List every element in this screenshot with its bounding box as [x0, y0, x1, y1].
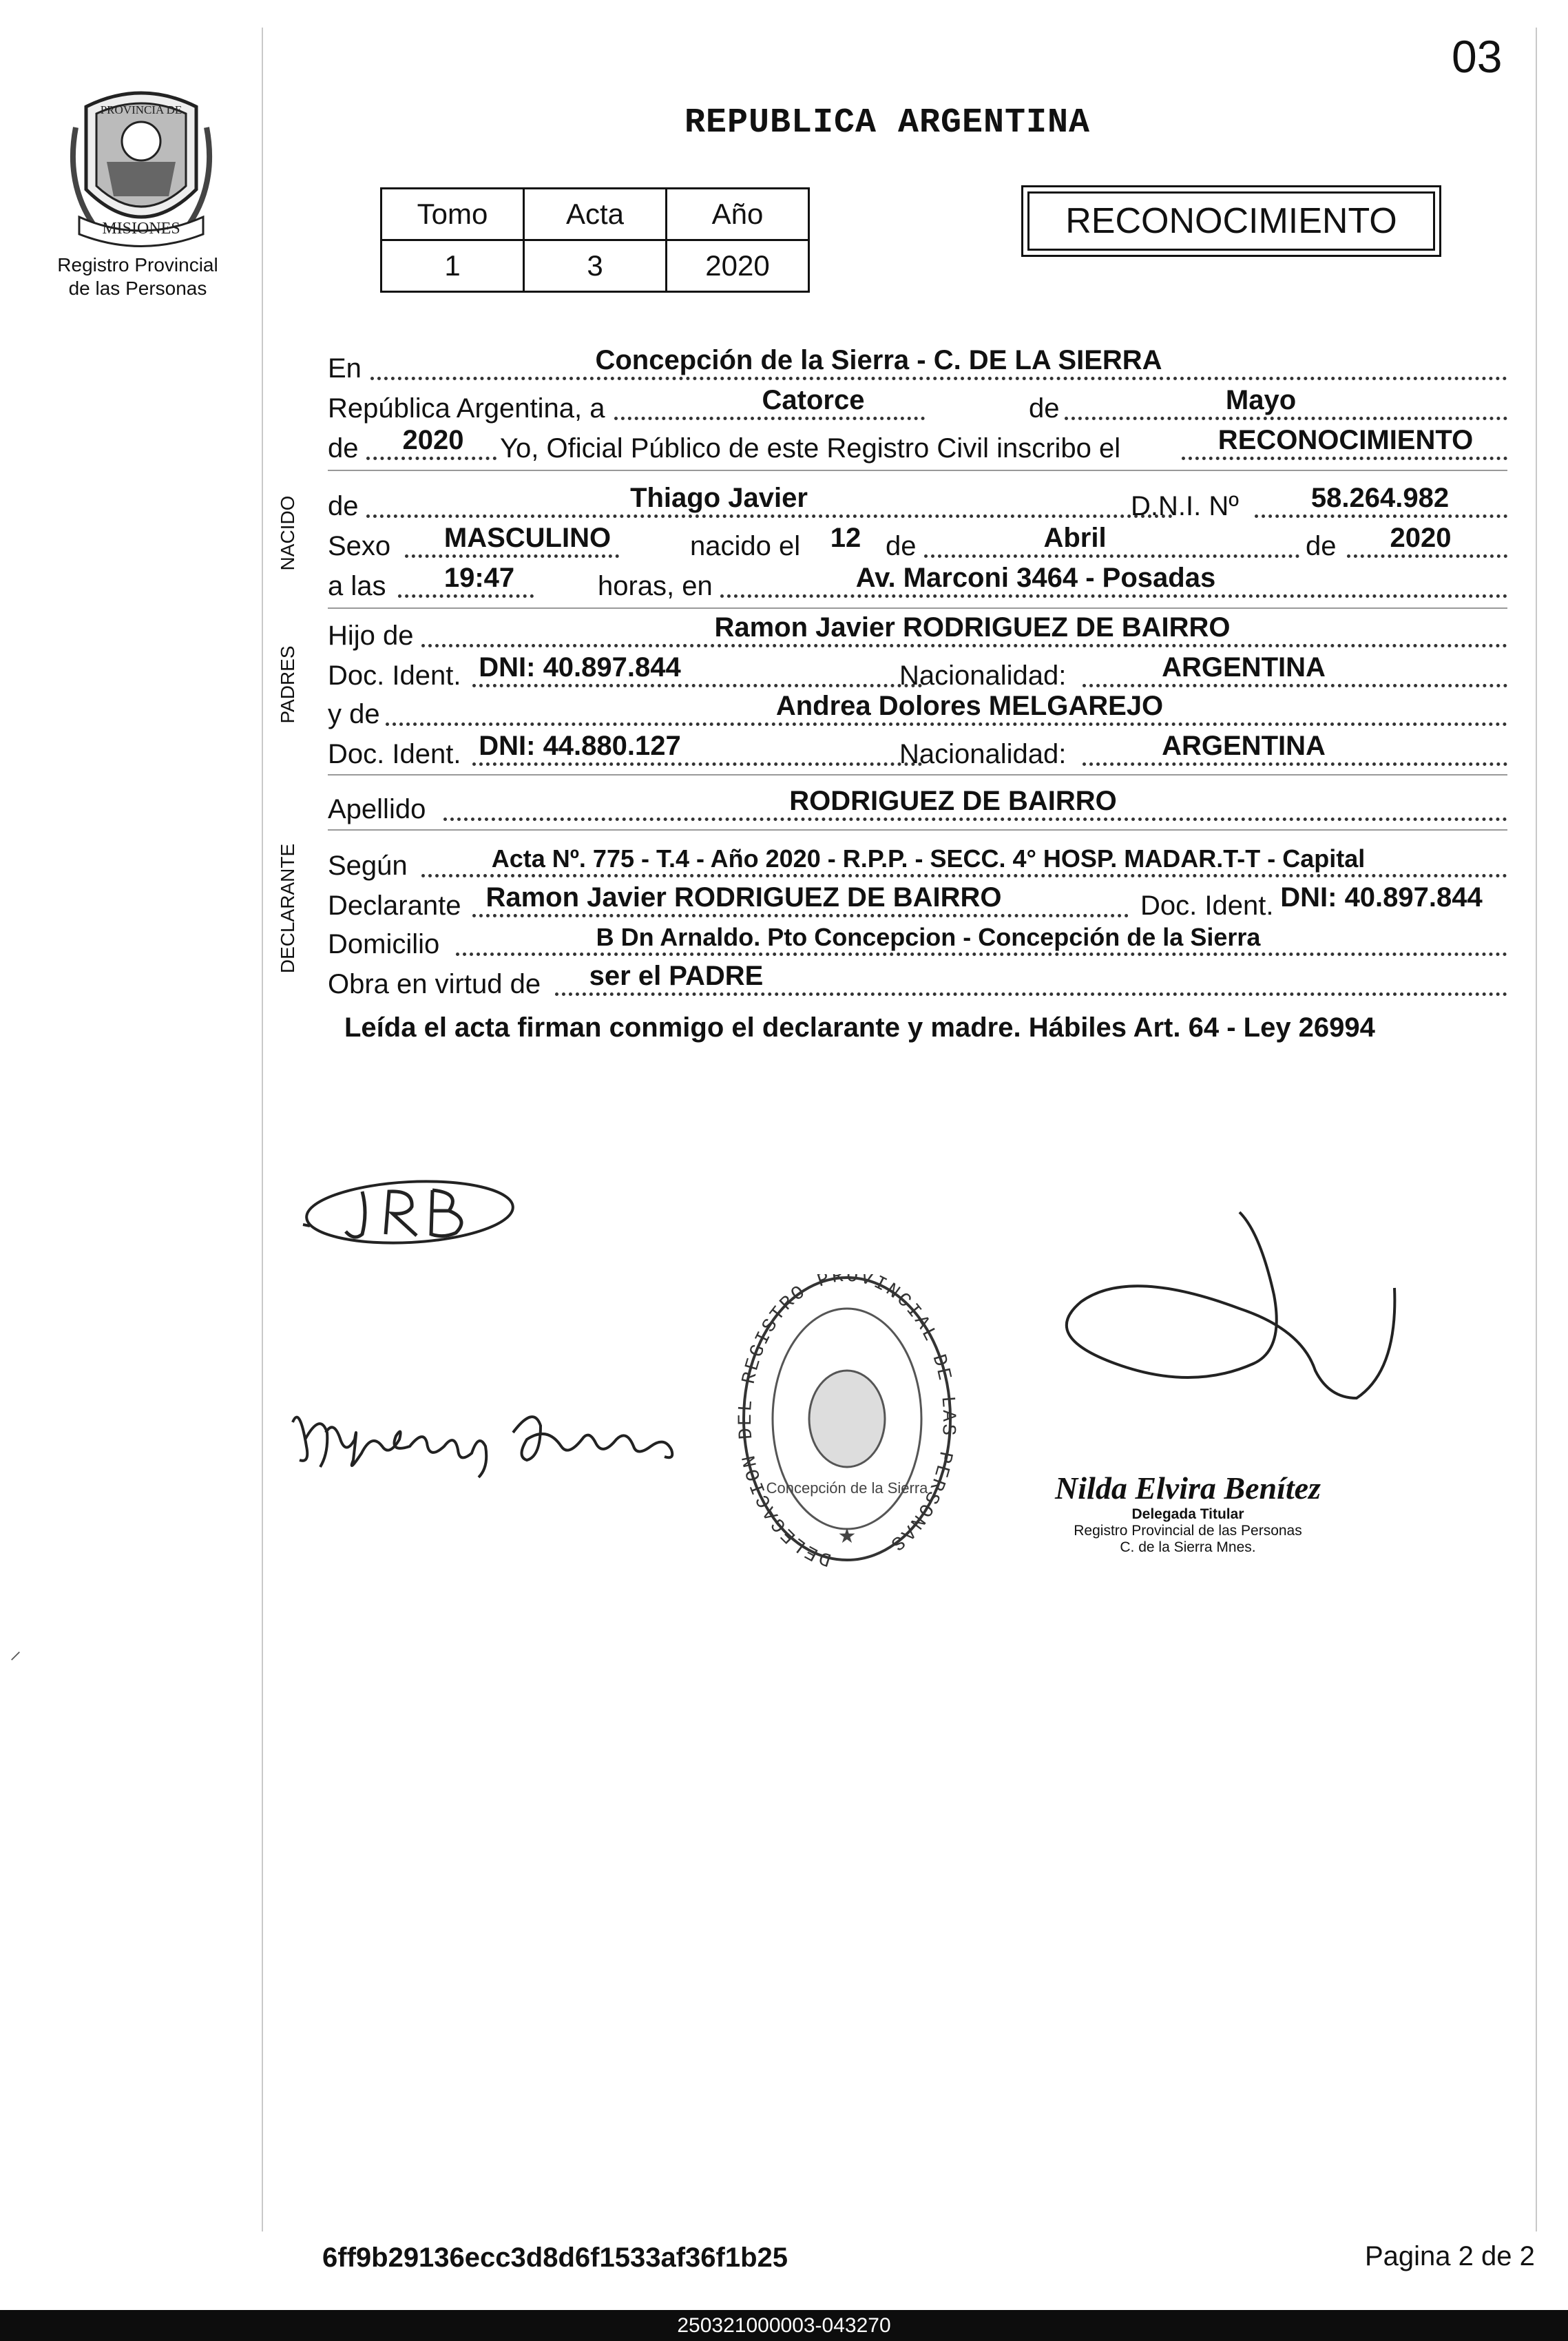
label-doc-mother: Doc. Ident. — [328, 739, 461, 769]
label-de: de — [1029, 393, 1060, 424]
value-child-name: Thiago Javier — [630, 483, 808, 513]
value-obra: ser el PADRE — [589, 961, 764, 991]
label-sexo: Sexo — [328, 531, 391, 561]
barcode-footer: 250321000003-043270 — [0, 2310, 1568, 2341]
right-rule — [1536, 28, 1537, 2231]
label-nacido-el: nacido el — [690, 531, 801, 561]
label-nacionalidad-mother: Nacionalidad: — [899, 739, 1067, 769]
officer-signature-block — [1026, 1470, 1350, 1556]
value-father-name: Ramon Javier RODRIGUEZ DE BAIRRO — [714, 612, 1231, 643]
table-value-acta: 3 — [524, 240, 667, 292]
officer-name: Nilda Elvira Benítez — [1055, 1470, 1321, 1506]
value-year: 2020 — [402, 425, 464, 455]
value-mother-doc: DNI: 44.880.127 — [479, 731, 681, 761]
officer-office: Registro Provincial de las Personas — [1074, 1523, 1302, 1539]
label-nacionalidad-father: Nacionalidad: — [899, 660, 1067, 691]
value-father-nationality: ARGENTINA — [1162, 652, 1326, 683]
value-sex: MASCULINO — [443, 523, 611, 553]
label-apellido: Apellido — [328, 794, 426, 824]
field-row-mother — [328, 690, 1507, 730]
value-child-dni: 58.264.982 — [1310, 483, 1450, 513]
field-row-surname — [328, 785, 1507, 825]
page-indicator: Pagina 2 de 2 — [1365, 2241, 1535, 2271]
value-domicilio: B Dn Arnaldo. Pto Concepcion - Concepción de la Sierra — [596, 923, 1261, 951]
value-act-type: RECONOCIMIENTO — [1217, 425, 1474, 455]
label-a-las: a las — [328, 571, 386, 601]
document-hash: 6ff9b29136ecc3d8d6f1533af36f1b25 — [322, 2243, 788, 2273]
label-de-year: de — [328, 433, 359, 464]
svg-text:MISIONES: MISIONES — [102, 220, 180, 238]
value-segun: Acta Nº. 775 - T.4 - Año 2020 - R.P.P. - SECC. 4° HOSP. MADAR.T-T - Capital — [491, 844, 1366, 873]
svg-text:PROVINCIA DE: PROVINCIA DE — [100, 103, 182, 116]
value-surname: RODRIGUEZ DE BAIRRO — [789, 786, 1117, 816]
officer-signature — [1012, 1192, 1425, 1484]
registry-name-line2: de las Personas — [68, 278, 207, 299]
registry-name — [41, 253, 234, 300]
value-month: Mayo — [1225, 385, 1297, 415]
value-day: Catorce — [762, 385, 865, 415]
document-type-box: RECONOCIMIENTO — [1027, 191, 1435, 251]
value-birth-month: Abril — [1043, 523, 1107, 553]
section-divider — [328, 607, 1507, 609]
label-de-birth-year: de — [1306, 531, 1337, 561]
value-mother-nationality: ARGENTINA — [1162, 731, 1326, 761]
country-title: REPUBLICA ARGENTINA — [684, 103, 1091, 143]
field-row-officer — [328, 424, 1507, 464]
field-row-birth-time — [328, 562, 1507, 602]
section-divider — [328, 829, 1507, 831]
label-declarante: Declarante — [328, 891, 461, 921]
initials-signature — [296, 1171, 516, 1257]
svg-text:★: ★ — [837, 1525, 857, 1548]
value-birth-place: Av. Marconi 3464 - Posadas — [855, 563, 1216, 593]
label-obra: Obra en virtud de — [328, 969, 541, 999]
field-row-father — [328, 612, 1507, 652]
registry-name-line1: Registro Provincial — [57, 254, 218, 275]
table-header-acta: Acta — [524, 189, 667, 240]
label-hijo-de: Hijo de — [328, 621, 414, 651]
side-label-padres: PADRES — [277, 645, 298, 724]
page-number: 03 — [1452, 31, 1503, 82]
table-header-tomo: Tomo — [381, 189, 524, 240]
officer-place: C. de la Sierra Mnes. — [1120, 1539, 1256, 1555]
value-declarante-doc: DNI: 40.897.844 — [1280, 882, 1483, 913]
label-officer: Yo, Oficial Público de este Registro Civil inscribo el — [500, 433, 1121, 464]
table-value-tomo: 1 — [381, 240, 524, 292]
value-declarante-name: Ramon Javier RODRIGUEZ DE BAIRRO — [485, 882, 1002, 913]
label-domicilio: Domicilio — [328, 929, 440, 959]
label-en: En — [328, 353, 362, 384]
label-horas-en: horas, en — [598, 571, 713, 601]
field-row-mother-doc — [328, 730, 1507, 770]
field-row-date — [328, 384, 1507, 424]
svg-text:Concepción de la Sierra: Concepción de la Sierra — [766, 1479, 928, 1497]
section-divider — [328, 470, 1507, 471]
field-row-en — [328, 344, 1507, 384]
label-y-de: y de — [328, 699, 380, 729]
section-divider — [328, 774, 1507, 776]
label-republica: República Argentina, a — [328, 393, 605, 424]
field-row-domicilio — [328, 920, 1507, 960]
label-doc-father: Doc. Ident. — [328, 660, 461, 691]
value-birth-day: 12 — [830, 523, 861, 553]
table-value-anio: 2020 — [667, 240, 809, 292]
margin-rule — [262, 28, 263, 2231]
value-birth-year: 2020 — [1390, 523, 1452, 553]
officer-title: Delegada Titular — [1131, 1506, 1244, 1522]
value-birth-hour: 19:47 — [443, 563, 515, 593]
field-row-sex — [328, 522, 1507, 562]
field-row-father-doc — [328, 652, 1507, 691]
registry-stamp — [737, 1274, 957, 1588]
side-label-declarante: DECLARANTE — [277, 843, 298, 974]
label-dni: D.N.I. Nº — [1131, 491, 1239, 521]
label-doc-declarante: Doc. Ident. — [1140, 891, 1274, 921]
field-row-obra — [328, 960, 1507, 1000]
value-place: Concepción de la Sierra - C. DE LA SIERRA — [595, 345, 1162, 375]
label-de-month: de — [886, 531, 917, 561]
field-row-child-name — [328, 482, 1507, 522]
margin-mark: ⸝ — [10, 1638, 21, 1664]
field-row-segun — [328, 842, 1507, 882]
record-table — [380, 187, 810, 293]
field-row-declarante — [328, 882, 1507, 922]
svg-text:DELEGACION DEL REGISTRO PROVIN: DELEGACION DEL REGISTRO PROVINCIAL DE LAS PERSONAS — [737, 1274, 957, 1570]
mother-signature — [279, 1391, 692, 1484]
closing-statement: Leída el acta firman conmigo el declarante y madre. Hábiles Art. 64 - Ley 26994 — [344, 1012, 1375, 1043]
side-label-nacido: NACIDO — [277, 495, 298, 571]
table-header-anio: Año — [667, 189, 809, 240]
value-father-doc: DNI: 40.897.844 — [479, 652, 681, 683]
value-mother-name: Andrea Dolores MELGAREJO — [775, 691, 1164, 721]
label-segun: Según — [328, 851, 408, 881]
label-de-child: de — [328, 491, 359, 521]
